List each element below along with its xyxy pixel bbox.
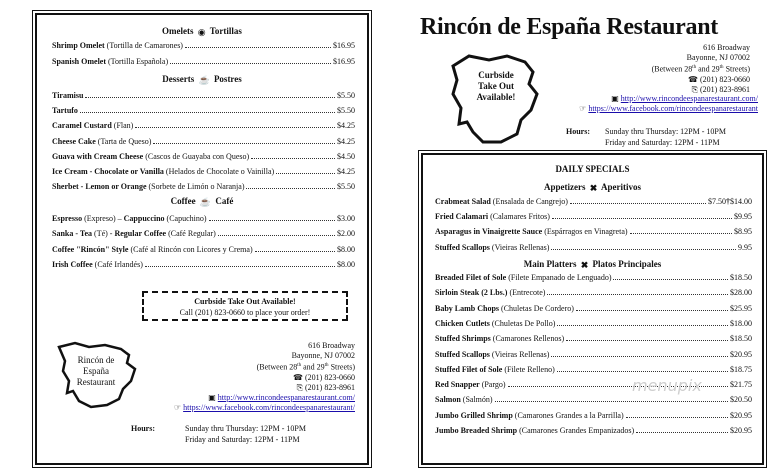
appetizers-heading-es: Aperitivos xyxy=(601,182,642,192)
dish-price: $8.00 xyxy=(337,244,355,254)
map-label-line-1: Rincón de xyxy=(77,355,115,365)
leader-dots xyxy=(557,325,728,326)
dish-price: $9.95 xyxy=(734,212,752,222)
dish-description: (Tarta de Queso) xyxy=(97,136,152,146)
coffee-heading xyxy=(37,196,367,208)
dish-price: $2.00 xyxy=(337,229,355,239)
leader-dots xyxy=(495,401,728,402)
hours-label: Hours: xyxy=(566,127,590,136)
dish-name: Espresso xyxy=(52,214,83,223)
dish-name: Baby Lamb Chops xyxy=(435,303,500,313)
dish-name: Sirloin Steak (2 Lbs.) xyxy=(435,288,508,298)
dish-name: Spanish Omelet xyxy=(52,57,107,66)
menu-item-name xyxy=(52,106,78,116)
address-street: 616 Broadway xyxy=(703,43,750,52)
appetizers-heading xyxy=(423,182,762,194)
leader-dots xyxy=(255,251,335,252)
egg-icon: ◉ xyxy=(197,27,206,37)
dish-description: (Flan) xyxy=(113,121,134,131)
dish-description: (Té) - xyxy=(94,229,115,239)
map-label-line-3: Available! xyxy=(476,92,516,102)
menu-item-name xyxy=(52,57,168,67)
dish-description: (Chuletas De Pollo) xyxy=(491,318,556,328)
dish-price: $5.50 xyxy=(337,182,355,192)
menu-item-name xyxy=(435,411,624,421)
address-block-left xyxy=(135,341,355,413)
main-heading-es: Platos Principales xyxy=(592,259,662,269)
leader-dots xyxy=(551,249,736,250)
dish-name: Jumbo Grilled Shrimp xyxy=(435,410,513,420)
dish-description: (Vieiras Rellenas) xyxy=(491,242,550,252)
leader-dots xyxy=(85,97,335,98)
menu-item xyxy=(52,167,355,177)
dish-name: Salmon xyxy=(435,395,461,405)
phone-icon: ☎ xyxy=(293,372,303,382)
menu-item-name xyxy=(435,197,568,207)
map-label-line-2: Take Out xyxy=(478,81,514,91)
dish-name: Stuffed Shrimps xyxy=(435,334,491,344)
dish-name: Ice Cream - Chocolate or Vanilla xyxy=(52,167,164,176)
dish-description: (Café al Rincón con Licores y Crema) xyxy=(130,244,253,254)
monitor-icon: ▣ xyxy=(611,94,619,103)
hours-block-right xyxy=(566,126,590,137)
dish-price: $5.50 xyxy=(337,106,355,116)
leader-dots xyxy=(576,310,728,311)
menu-item xyxy=(52,229,355,239)
menu-item-name xyxy=(435,350,549,360)
address-city: Bayonne, NJ 07002 xyxy=(291,351,355,360)
address-block-right xyxy=(520,43,750,95)
leader-dots xyxy=(613,279,728,280)
hours-label: Hours: xyxy=(131,424,155,433)
watermark: menupix xyxy=(632,376,702,395)
menu-item xyxy=(52,245,355,255)
fax-number: (201) 823-8961 xyxy=(305,382,355,392)
hours-times-left xyxy=(185,423,306,445)
dish-price: $3.00 xyxy=(337,214,355,223)
menu-item-name xyxy=(435,334,564,344)
dish-description: (Chuletas De Cordero) xyxy=(501,303,574,313)
phone-number: (201) 823-0660 xyxy=(305,372,355,382)
menu-item-name xyxy=(435,273,611,283)
monitor-icon: ▣ xyxy=(208,392,216,402)
dish-price: $20.95 xyxy=(730,426,752,435)
spain-map-left xyxy=(55,341,145,411)
menu-item-name xyxy=(435,426,634,436)
fax-line xyxy=(135,383,355,393)
dish-description-secondary: (Café Regular) xyxy=(168,229,216,239)
menu-item-name xyxy=(52,214,207,224)
hours-times-right xyxy=(605,126,726,148)
menu-item-name xyxy=(435,319,555,329)
dish-name: Coffee "Rincón" Style xyxy=(52,244,129,254)
menu-item xyxy=(435,227,752,237)
dish-name: Fried Calamari xyxy=(435,212,489,222)
menu-item xyxy=(435,197,752,207)
leader-dots xyxy=(630,233,732,234)
menu-item-name xyxy=(52,137,151,147)
facebook-link[interactable]: https://www.facebook.com/rincondeespanarestaurant/ xyxy=(183,402,355,412)
dish-price: $4.25 xyxy=(337,136,355,146)
website-line xyxy=(135,393,355,403)
menu-item-name xyxy=(435,243,549,253)
dish-price: $18.50 xyxy=(730,334,752,344)
dish-name: Guava with Cream Cheese xyxy=(52,151,144,161)
menu-item xyxy=(435,411,752,421)
leader-dots xyxy=(170,63,331,64)
dish-description-secondary: (Capuchino) xyxy=(166,214,207,223)
coffee-heading-en: Coffee xyxy=(170,196,196,206)
dish-description: (Camarones Rellenos) xyxy=(492,334,565,344)
dish-description: (Filete Relleno) xyxy=(504,364,555,374)
curbside-call: Call (201) 823-0660 to place your order! xyxy=(179,308,311,317)
facebook-line xyxy=(135,403,355,413)
dish-price: $20.95 xyxy=(730,349,752,359)
address-between: (Between 28th and 29th Streets) xyxy=(651,64,750,74)
dish-name: Cheese Cake xyxy=(52,136,96,146)
menu-item-name xyxy=(435,212,550,222)
utensils-icon: ✖ xyxy=(589,183,598,193)
dish-price: $5.50 xyxy=(337,91,355,100)
menu-item-name xyxy=(435,380,506,390)
left-menu-panel xyxy=(35,13,369,465)
menu-item-name xyxy=(52,167,274,177)
leader-dots xyxy=(636,432,728,433)
fax-icon: ⎘ xyxy=(691,84,698,94)
facebook-link[interactable]: https://www.facebook.com/rincondeespanarestaurant xyxy=(588,104,758,113)
menu-item xyxy=(435,319,752,329)
menu-item-name xyxy=(435,365,555,375)
hours-block-left xyxy=(131,423,155,434)
leader-dots xyxy=(135,127,335,128)
menu-item xyxy=(435,395,752,405)
menu-item-name xyxy=(52,229,216,239)
dish-name: Shrimp Omelet xyxy=(52,41,105,50)
dish-name: Stuffed Scallops xyxy=(435,349,490,359)
dish-price: $18.00 xyxy=(730,318,752,328)
address-between: (Between 28th and 29th Streets) xyxy=(256,362,355,372)
dish-price: $21.75 xyxy=(730,380,752,390)
menu-item-name xyxy=(52,182,244,192)
dish-description: (Vieiras Rellenas) xyxy=(491,349,550,359)
dish-description: (Filete Empanado de Lenguado) xyxy=(508,273,612,282)
dish-description: (Calamares Fritos) xyxy=(490,212,550,222)
desserts-heading-en: Desserts xyxy=(162,74,195,84)
menu-item xyxy=(435,273,752,283)
phone-icon: ☎ xyxy=(688,74,698,84)
desserts-heading xyxy=(37,74,367,86)
leader-dots xyxy=(551,356,728,357)
menu-item xyxy=(435,380,752,390)
menu-item-name xyxy=(52,91,83,101)
menu-item xyxy=(435,350,752,360)
website-link[interactable]: http://www.rincondeespanarestaurant.com/ xyxy=(620,94,758,103)
dish-name: Sherbet - Lemon or Orange xyxy=(52,182,147,192)
dish-name: Red Snapper xyxy=(435,380,480,390)
dish-price: $16.95 xyxy=(333,41,355,50)
coffee-heading-es: Café xyxy=(215,196,234,206)
dish-name: Stuffed Scallops xyxy=(435,242,490,252)
hours-weekday: Sunday thru Thursday: 12PM - 10PM xyxy=(605,127,726,136)
pointer-icon: ☞ xyxy=(173,402,182,412)
dish-description: (Camarones Grandes Empanizados) xyxy=(519,426,635,435)
menu-item xyxy=(435,243,752,253)
dish-price: $4.25 xyxy=(337,121,355,131)
leader-dots xyxy=(626,417,728,418)
dish-price: $25.95 xyxy=(730,303,752,313)
map-label-line-1: Curbside xyxy=(478,70,514,80)
specials-title: DAILY SPECIALS xyxy=(555,164,630,174)
dish-description: (Entrecote) xyxy=(509,288,546,298)
dish-price: $20.50 xyxy=(730,395,752,405)
leader-dots xyxy=(153,143,335,144)
omelets-heading-en: Omelets xyxy=(162,26,194,36)
phone-line xyxy=(520,75,750,85)
menu-item xyxy=(52,214,355,224)
dish-name: Caramel Custard xyxy=(52,121,112,131)
menu-item xyxy=(52,182,355,192)
leader-dots xyxy=(566,340,728,341)
leader-dots xyxy=(547,294,728,295)
leader-dots xyxy=(185,47,331,48)
menu-item xyxy=(52,152,355,162)
leader-dots xyxy=(246,188,335,189)
dish-name: Chicken Cutlets xyxy=(435,318,490,328)
fork-knife-icon: † xyxy=(726,197,730,206)
dish-name: Stuffed Filet of Sole xyxy=(435,364,503,374)
menu-item-name xyxy=(435,288,545,298)
desserts-heading-es: Postres xyxy=(213,74,242,84)
menu-item xyxy=(435,212,752,222)
pointer-icon: ☞ xyxy=(579,104,587,113)
curbside-notice xyxy=(142,291,348,321)
dish-name: Sanka - Tea xyxy=(52,229,93,239)
menu-item-name xyxy=(52,245,253,255)
dish-name: Tartufo xyxy=(52,106,78,116)
menu-item xyxy=(52,137,355,147)
links-block-right xyxy=(498,94,758,114)
dish-description: (Salmón) xyxy=(462,395,493,405)
dish-price: $4.25 xyxy=(337,167,355,176)
website-link[interactable]: http://www.rincondeespanarestaurant.com/ xyxy=(217,392,355,402)
menu-item-name xyxy=(52,152,249,162)
dish-name: Tiramisu xyxy=(52,91,84,100)
hours-weekend: Friday and Saturday: 12PM - 11PM xyxy=(185,435,300,444)
leader-dots xyxy=(570,203,706,204)
dish-description: (Camarones Grandes a la Parrilla) xyxy=(514,410,624,420)
menu-item xyxy=(435,365,752,375)
dish-description: (Espárragos en Vinagreta) xyxy=(544,227,628,237)
map-label-line-3: Restaurant xyxy=(76,377,116,387)
dish-name: Crabmeat Salad xyxy=(435,197,491,206)
restaurant-title: Rincón de España Restaurant xyxy=(420,14,718,40)
dish-description: (Tortilla Española) xyxy=(108,57,169,66)
coffee-cup-icon: ☕ xyxy=(199,197,212,207)
dish-description: (Ensalada de Cangrejo) xyxy=(492,197,568,206)
leader-dots xyxy=(552,218,732,219)
dish-name: Asparagus in Vinaigrette Sauce xyxy=(435,227,543,237)
menu-item-name xyxy=(52,121,133,131)
menu-item-name xyxy=(435,227,628,237)
dish-description: (Cascos de Guayaba con Queso) xyxy=(145,151,250,161)
daily-specials-panel xyxy=(421,153,764,465)
dish-price: $18.50 xyxy=(730,273,752,282)
menu-item xyxy=(52,260,355,270)
dish-name: Jumbo Breaded Shrimp xyxy=(435,426,518,435)
cake-icon: ☕ xyxy=(198,75,210,85)
phone-number: (201) 823-0660 xyxy=(700,74,750,84)
address-street: 616 Broadway xyxy=(308,341,355,350)
dish-description: (Expreso) – xyxy=(84,214,124,223)
main-platters-heading xyxy=(423,259,762,271)
dish-description: (Pargo) xyxy=(481,380,506,390)
dish-price: $20.95 xyxy=(730,410,752,420)
dish-price: $18.75 xyxy=(730,364,752,374)
omelets-heading xyxy=(37,26,367,38)
address-city: Bayonne, NJ 07002 xyxy=(686,53,750,62)
menu-item xyxy=(52,91,355,101)
hours-weekday: Sunday thru Thursday: 12PM - 10PM xyxy=(185,424,306,433)
leader-dots xyxy=(276,173,335,174)
menu-item-name xyxy=(435,304,574,314)
menu-item-name xyxy=(52,41,183,51)
leader-dots xyxy=(251,158,335,159)
dish-price: $28.00 xyxy=(730,288,752,298)
dish-description: (Café Irlandés) xyxy=(94,260,143,270)
utensils-icon: ✖ xyxy=(580,260,589,270)
leader-dots xyxy=(218,235,335,236)
curbside-title: Curbside Take Out Available! xyxy=(194,297,296,306)
dish-price: $8.00 xyxy=(337,260,355,270)
dish-price: $7.50 xyxy=(708,197,726,206)
menu-item xyxy=(435,426,752,436)
dish-price-large: $14.00 xyxy=(730,197,752,206)
dish-description: (Sorbete de Limón o Naranja) xyxy=(148,182,245,192)
menu-item xyxy=(52,121,355,131)
menu-item-name xyxy=(52,260,143,270)
dish-price: $4.50 xyxy=(337,151,355,161)
dish-price: $8.95 xyxy=(734,227,752,237)
facebook-line xyxy=(498,104,758,114)
leader-dots xyxy=(145,266,335,267)
menu-item xyxy=(435,334,752,344)
menu-item xyxy=(52,106,355,116)
menu-item xyxy=(52,41,355,51)
fax-number: (201) 823-8961 xyxy=(700,84,750,94)
dish-name: Breaded Filet of Sole xyxy=(435,273,507,282)
leader-dots xyxy=(209,220,335,221)
omelets-heading-es: Tortillas xyxy=(209,26,242,36)
hours-weekend: Friday and Saturday: 12PM - 11PM xyxy=(605,138,720,147)
dish-price: 9.95 xyxy=(738,242,752,252)
dish-description: (Tortilla de Camarones) xyxy=(106,41,183,50)
menu-item-name xyxy=(435,395,493,405)
fax-icon: ⎘ xyxy=(296,382,303,392)
appetizers-heading-en: Appetizers xyxy=(543,182,586,192)
menu-item xyxy=(52,57,355,67)
menu-item xyxy=(435,304,752,314)
website-line xyxy=(498,94,758,104)
main-heading-en: Main Platters xyxy=(523,259,577,269)
dish-name-secondary: Regular Coffee xyxy=(114,229,167,239)
leader-dots xyxy=(80,112,335,113)
map-label-line-2: España xyxy=(83,366,109,376)
phone-line xyxy=(135,373,355,383)
dish-name: Irish Coffee xyxy=(52,260,93,270)
leader-dots xyxy=(557,371,728,372)
dish-price: $16.95 xyxy=(333,57,355,66)
menu-item xyxy=(435,288,752,298)
dish-description: (Helados de Chocolate o Vainilla) xyxy=(165,167,275,176)
dish-name-secondary: Cappuccino xyxy=(123,214,165,223)
